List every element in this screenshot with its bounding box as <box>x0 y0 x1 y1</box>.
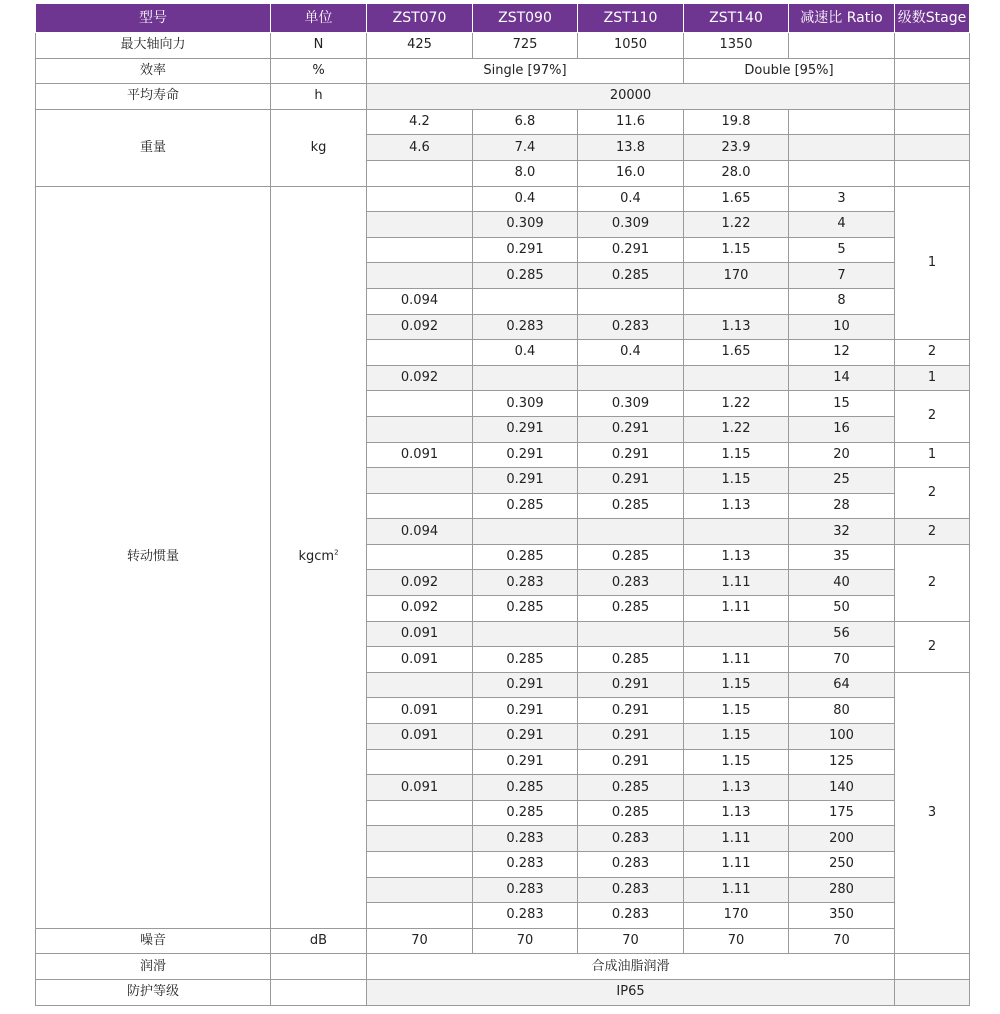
cell-inertia-zst110: 0.291 <box>578 442 684 468</box>
cell-inertia-zst070 <box>367 903 473 929</box>
cell-inertia-zst110: 0.291 <box>578 468 684 494</box>
row-max-axial <box>36 33 970 59</box>
cell-inertia-zst090: 0.291 <box>473 237 578 263</box>
header-zst070: ZST070 <box>367 4 473 33</box>
cell-inertia-ratio: 140 <box>789 775 895 801</box>
row-lubrication <box>36 954 970 980</box>
cell-inertia-zst110: 0.283 <box>578 314 684 340</box>
cell-inertia-zst110 <box>578 519 684 545</box>
cell-inertia-zst140: 1.11 <box>684 596 789 622</box>
cell-inertia-zst140: 1.22 <box>684 212 789 238</box>
cell-inertia-zst140: 1.13 <box>684 544 789 570</box>
cell-inertia-zst090: 0.291 <box>473 468 578 494</box>
cell-inertia-ratio: 5 <box>789 237 895 263</box>
cell-inertia-zst140 <box>684 288 789 314</box>
cell-inertia-ratio: 4 <box>789 212 895 238</box>
cell-inertia-zst140 <box>684 621 789 647</box>
cell-protection-value: IP65 <box>367 979 895 1005</box>
cell-inertia-zst110: 0.285 <box>578 263 684 289</box>
cell-inertia-zst070: 0.092 <box>367 314 473 340</box>
cell-inertia-zst090: 0.291 <box>473 749 578 775</box>
row-inertia <box>36 186 970 212</box>
cell-weight: 4.6 <box>367 135 473 161</box>
header-stage: 级数Stage <box>895 4 970 33</box>
cell-noise-zst090: 70 <box>473 928 578 954</box>
cell-inertia-zst140: 1.15 <box>684 749 789 775</box>
cell-inertia-ratio: 25 <box>789 468 895 494</box>
cell-inertia-zst090: 0.4 <box>473 186 578 212</box>
cell-inertia-zst140 <box>684 519 789 545</box>
cell-life-value: 20000 <box>367 84 895 110</box>
cell-stage: 2 <box>895 544 970 621</box>
cell-inertia-zst110: 0.283 <box>578 570 684 596</box>
header-model: 型号 <box>36 4 271 33</box>
label-life: 平均寿命 <box>36 84 271 110</box>
cell-weight-stage <box>895 109 970 135</box>
cell-inertia-zst090: 0.291 <box>473 698 578 724</box>
cell-inertia-zst140: 1.11 <box>684 877 789 903</box>
cell-inertia-ratio: 100 <box>789 724 895 750</box>
cell-weight: 4.2 <box>367 109 473 135</box>
cell-inertia-zst090: 0.291 <box>473 416 578 442</box>
cell-inertia-zst110: 0.285 <box>578 544 684 570</box>
cell-noise-zst110: 70 <box>578 928 684 954</box>
cell-inertia-zst070 <box>367 672 473 698</box>
cell-inertia-ratio: 40 <box>789 570 895 596</box>
cell-inertia-zst110: 0.283 <box>578 903 684 929</box>
cell-inertia-ratio: 70 <box>789 647 895 673</box>
cell-inertia-zst070 <box>367 800 473 826</box>
cell-weight: 6.8 <box>473 109 578 135</box>
cell-inertia-zst110: 0.4 <box>578 340 684 366</box>
cell-inertia-zst140: 1.65 <box>684 340 789 366</box>
cell-weight: 16.0 <box>578 160 684 186</box>
spec-table <box>35 3 970 1006</box>
cell-max-axial-zst070: 425 <box>367 33 473 59</box>
cell-inertia-zst070: 0.094 <box>367 519 473 545</box>
cell-inertia-zst090: 0.285 <box>473 263 578 289</box>
cell-inertia-zst140: 1.15 <box>684 237 789 263</box>
cell-stage: 2 <box>895 340 970 366</box>
cell-inertia-zst070 <box>367 186 473 212</box>
cell-inertia-zst070: 0.091 <box>367 621 473 647</box>
cell-inertia-zst070 <box>367 877 473 903</box>
cell-max-axial-stage <box>895 33 970 59</box>
cell-inertia-zst110: 0.291 <box>578 237 684 263</box>
cell-inertia-ratio: 8 <box>789 288 895 314</box>
cell-max-axial-zst140: 1350 <box>684 33 789 59</box>
cell-inertia-zst110: 0.291 <box>578 749 684 775</box>
cell-inertia-zst090: 0.283 <box>473 570 578 596</box>
cell-inertia-zst090: 0.309 <box>473 212 578 238</box>
cell-inertia-ratio: 28 <box>789 493 895 519</box>
cell-inertia-zst070 <box>367 749 473 775</box>
cell-inertia-zst070 <box>367 826 473 852</box>
cell-inertia-zst110: 0.283 <box>578 826 684 852</box>
unit-inertia-text: kgcm <box>298 549 335 565</box>
cell-inertia-ratio: 10 <box>789 314 895 340</box>
cell-inertia-zst140: 1.13 <box>684 493 789 519</box>
cell-inertia-zst110: 0.309 <box>578 212 684 238</box>
cell-inertia-zst090 <box>473 621 578 647</box>
cell-stage: 2 <box>895 621 970 672</box>
cell-inertia-zst110: 0.285 <box>578 800 684 826</box>
cell-inertia-zst140: 1.65 <box>684 186 789 212</box>
cell-inertia-ratio: 35 <box>789 544 895 570</box>
cell-inertia-ratio: 14 <box>789 365 895 391</box>
cell-inertia-zst140 <box>684 365 789 391</box>
cell-inertia-zst140: 1.15 <box>684 672 789 698</box>
cell-lubrication-value: 合成油脂润滑 <box>367 954 895 980</box>
cell-weight: 13.8 <box>578 135 684 161</box>
unit-max-axial: N <box>271 33 367 59</box>
cell-inertia-zst090: 0.291 <box>473 442 578 468</box>
cell-inertia-zst140: 1.11 <box>684 826 789 852</box>
cell-inertia-zst140: 1.15 <box>684 724 789 750</box>
cell-weight: 11.6 <box>578 109 684 135</box>
cell-inertia-zst090 <box>473 519 578 545</box>
cell-inertia-zst110: 0.285 <box>578 775 684 801</box>
cell-inertia-ratio: 125 <box>789 749 895 775</box>
cell-noise-zst070: 70 <box>367 928 473 954</box>
cell-weight: 23.9 <box>684 135 789 161</box>
cell-inertia-zst090: 0.283 <box>473 903 578 929</box>
cell-inertia-zst140: 170 <box>684 903 789 929</box>
cell-inertia-zst140: 170 <box>684 263 789 289</box>
cell-inertia-zst070 <box>367 237 473 263</box>
cell-inertia-zst070 <box>367 340 473 366</box>
cell-inertia-ratio: 280 <box>789 877 895 903</box>
cell-inertia-zst140: 1.15 <box>684 442 789 468</box>
cell-inertia-zst110 <box>578 288 684 314</box>
cell-inertia-zst140: 1.15 <box>684 698 789 724</box>
cell-inertia-zst090: 0.285 <box>473 800 578 826</box>
cell-inertia-ratio: 250 <box>789 852 895 878</box>
cell-weight: 28.0 <box>684 160 789 186</box>
cell-noise-zst140: 70 <box>684 928 789 954</box>
label-inertia: 转动惯量 <box>36 186 271 928</box>
cell-inertia-zst140: 1.11 <box>684 647 789 673</box>
label-max-axial: 最大轴向力 <box>36 33 271 59</box>
cell-inertia-zst090: 0.291 <box>473 672 578 698</box>
cell-max-axial-zst090: 725 <box>473 33 578 59</box>
cell-inertia-zst070 <box>367 544 473 570</box>
cell-inertia-zst090: 0.283 <box>473 314 578 340</box>
cell-noise-ratio: 70 <box>789 928 895 954</box>
header-unit: 单位 <box>271 4 367 33</box>
cell-inertia-zst140: 1.13 <box>684 314 789 340</box>
cell-weight-ratio <box>789 135 895 161</box>
cell-inertia-ratio: 20 <box>789 442 895 468</box>
cell-inertia-zst090 <box>473 288 578 314</box>
label-noise: 噪音 <box>36 928 271 954</box>
cell-inertia-ratio: 3 <box>789 186 895 212</box>
cell-inertia-zst090: 0.285 <box>473 775 578 801</box>
cell-max-axial-ratio <box>789 33 895 59</box>
cell-inertia-zst090 <box>473 365 578 391</box>
cell-inertia-zst070: 0.091 <box>367 647 473 673</box>
unit-lubrication <box>271 954 367 980</box>
cell-inertia-zst090: 0.285 <box>473 544 578 570</box>
unit-inertia <box>271 186 367 928</box>
cell-inertia-zst140: 1.13 <box>684 775 789 801</box>
cell-inertia-ratio: 32 <box>789 519 895 545</box>
unit-weight: kg <box>271 109 367 186</box>
row-efficiency <box>36 58 970 84</box>
cell-inertia-zst070 <box>367 391 473 417</box>
cell-stage: 2 <box>895 468 970 519</box>
cell-inertia-zst110: 0.309 <box>578 391 684 417</box>
cell-inertia-zst090: 0.283 <box>473 877 578 903</box>
cell-inertia-zst140: 1.15 <box>684 468 789 494</box>
cell-inertia-zst110: 0.291 <box>578 724 684 750</box>
cell-inertia-zst070: 0.091 <box>367 698 473 724</box>
cell-inertia-zst070 <box>367 852 473 878</box>
cell-max-axial-zst110: 1050 <box>578 33 684 59</box>
cell-protection-stage <box>895 979 970 1005</box>
unit-inertia-superscript: 2 <box>334 548 339 557</box>
cell-inertia-ratio: 16 <box>789 416 895 442</box>
cell-efficiency-stage <box>895 58 970 84</box>
row-weight <box>36 109 970 135</box>
cell-stage: 2 <box>895 519 970 545</box>
row-protection <box>36 979 970 1005</box>
cell-inertia-ratio: 200 <box>789 826 895 852</box>
cell-efficiency-single: Single [97%] <box>367 58 684 84</box>
label-lubrication: 润滑 <box>36 954 271 980</box>
cell-inertia-zst110 <box>578 621 684 647</box>
cell-stage: 3 <box>895 672 970 954</box>
row-noise <box>36 928 970 954</box>
header-zst140: ZST140 <box>684 4 789 33</box>
cell-weight <box>367 160 473 186</box>
cell-inertia-zst110: 0.283 <box>578 852 684 878</box>
cell-inertia-zst110: 0.283 <box>578 877 684 903</box>
cell-inertia-zst090: 0.4 <box>473 340 578 366</box>
cell-inertia-zst070 <box>367 212 473 238</box>
cell-inertia-zst140: 1.11 <box>684 852 789 878</box>
cell-inertia-zst090: 0.285 <box>473 596 578 622</box>
cell-stage: 2 <box>895 391 970 442</box>
label-weight: 重量 <box>36 109 271 186</box>
cell-inertia-zst090: 0.285 <box>473 647 578 673</box>
label-protection: 防护等级 <box>36 979 271 1005</box>
cell-inertia-zst070: 0.091 <box>367 724 473 750</box>
cell-inertia-zst070: 0.092 <box>367 596 473 622</box>
cell-inertia-ratio: 15 <box>789 391 895 417</box>
cell-stage: 1 <box>895 186 970 340</box>
cell-inertia-ratio: 64 <box>789 672 895 698</box>
cell-inertia-zst070: 0.091 <box>367 775 473 801</box>
header-zst090: ZST090 <box>473 4 578 33</box>
label-efficiency: 效率 <box>36 58 271 84</box>
cell-inertia-zst110: 0.285 <box>578 647 684 673</box>
cell-weight: 8.0 <box>473 160 578 186</box>
cell-efficiency-double: Double [95%] <box>684 58 895 84</box>
cell-stage: 1 <box>895 442 970 468</box>
cell-inertia-zst090: 0.283 <box>473 852 578 878</box>
header-zst110: ZST110 <box>578 4 684 33</box>
cell-life-stage <box>895 84 970 110</box>
cell-weight-stage <box>895 135 970 161</box>
cell-inertia-zst110 <box>578 365 684 391</box>
header-ratio: 减速比 Ratio <box>789 4 895 33</box>
cell-inertia-zst070: 0.092 <box>367 365 473 391</box>
cell-inertia-zst070: 0.092 <box>367 570 473 596</box>
cell-inertia-ratio: 350 <box>789 903 895 929</box>
cell-inertia-zst070: 0.091 <box>367 442 473 468</box>
cell-weight: 7.4 <box>473 135 578 161</box>
cell-weight-ratio <box>789 109 895 135</box>
cell-inertia-zst110: 0.4 <box>578 186 684 212</box>
cell-inertia-zst090: 0.285 <box>473 493 578 519</box>
cell-inertia-zst140: 1.11 <box>684 570 789 596</box>
unit-noise: dB <box>271 928 367 954</box>
cell-inertia-zst070 <box>367 468 473 494</box>
cell-inertia-zst070: 0.094 <box>367 288 473 314</box>
cell-inertia-ratio: 50 <box>789 596 895 622</box>
cell-inertia-zst140: 1.13 <box>684 800 789 826</box>
cell-weight-stage <box>895 160 970 186</box>
cell-inertia-zst110: 0.291 <box>578 698 684 724</box>
cell-inertia-ratio: 12 <box>789 340 895 366</box>
cell-inertia-zst090: 0.291 <box>473 724 578 750</box>
cell-inertia-zst110: 0.291 <box>578 672 684 698</box>
cell-inertia-zst110: 0.291 <box>578 416 684 442</box>
cell-lubrication-stage <box>895 954 970 980</box>
cell-inertia-ratio: 56 <box>789 621 895 647</box>
unit-efficiency: % <box>271 58 367 84</box>
cell-inertia-zst090: 0.309 <box>473 391 578 417</box>
cell-inertia-ratio: 80 <box>789 698 895 724</box>
cell-weight-ratio <box>789 160 895 186</box>
row-life <box>36 84 970 110</box>
cell-inertia-zst140: 1.22 <box>684 416 789 442</box>
cell-inertia-zst110: 0.285 <box>578 596 684 622</box>
cell-stage: 1 <box>895 365 970 391</box>
unit-protection <box>271 979 367 1005</box>
cell-inertia-zst070 <box>367 416 473 442</box>
cell-inertia-ratio: 175 <box>789 800 895 826</box>
cell-inertia-zst090: 0.283 <box>473 826 578 852</box>
cell-inertia-zst140: 1.22 <box>684 391 789 417</box>
cell-weight: 19.8 <box>684 109 789 135</box>
cell-inertia-zst070 <box>367 493 473 519</box>
cell-inertia-zst070 <box>367 263 473 289</box>
unit-life: h <box>271 84 367 110</box>
cell-inertia-zst110: 0.285 <box>578 493 684 519</box>
header-row <box>36 4 970 33</box>
cell-inertia-ratio: 7 <box>789 263 895 289</box>
